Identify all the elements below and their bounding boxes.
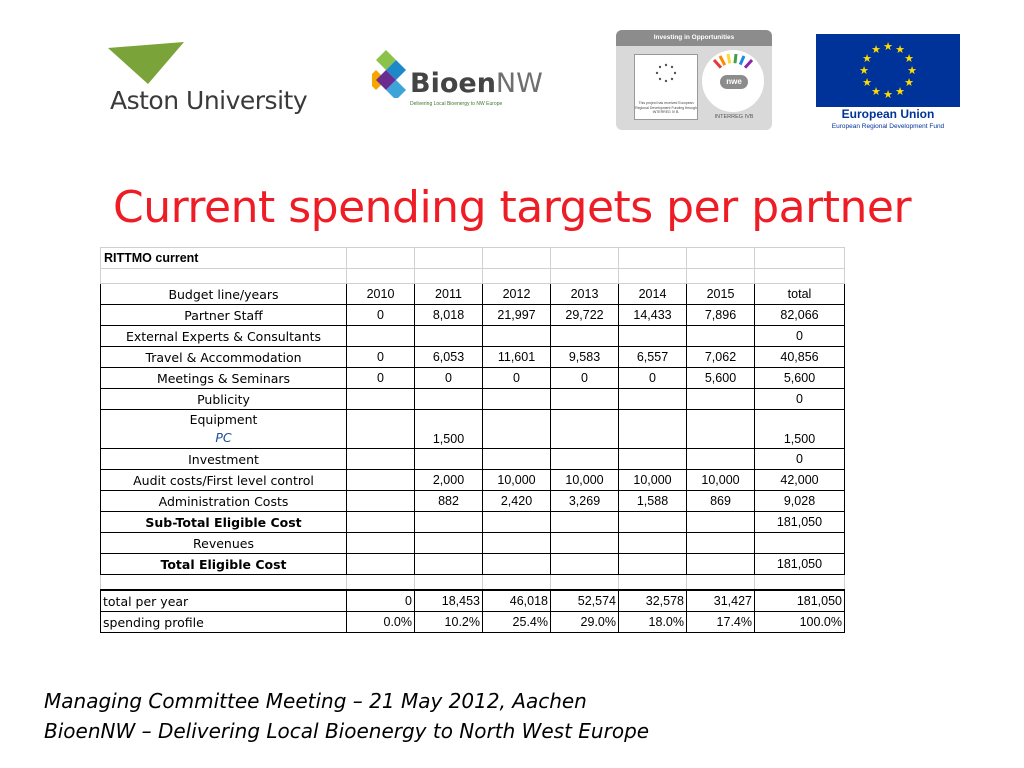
table-cell [551, 554, 619, 575]
table-cell [415, 326, 483, 347]
row-label-text: Revenues [193, 535, 254, 551]
bioen-logo-name: BioenNW [410, 68, 543, 99]
table-caption: RITTMO current [101, 248, 347, 269]
bioennw-logo [372, 48, 542, 112]
summary-cell: 25.4% [483, 612, 551, 633]
table-header-cell: 2010 [347, 284, 415, 305]
empty-cell [619, 248, 687, 269]
table-cell [347, 470, 415, 491]
table-cell: 2,000 [415, 470, 483, 491]
empty-cell [347, 575, 415, 591]
empty-cell [755, 269, 845, 284]
row-label [101, 368, 347, 389]
slide-footer [44, 686, 649, 746]
svg-text:★: ★ [895, 43, 905, 56]
eu-stars-icon [635, 55, 697, 99]
summary-cell: 18,453 [415, 590, 483, 612]
svg-text:★: ★ [907, 64, 917, 77]
row-label [101, 389, 347, 410]
table-cell [619, 449, 687, 470]
empty-cell [687, 269, 755, 284]
row-label [101, 347, 347, 368]
table-row [101, 410, 845, 449]
summary-cell: 18.0% [619, 612, 687, 633]
table-cell: 7,062 [687, 347, 755, 368]
table-cell: 9,583 [551, 347, 619, 368]
svg-text:★: ★ [859, 64, 869, 77]
summary-cell: 100.0% [755, 612, 845, 633]
summary-cell: 46,018 [483, 590, 551, 612]
table-cell [687, 449, 755, 470]
table-cell [483, 449, 551, 470]
table-cell [415, 449, 483, 470]
european-union-logo [816, 34, 960, 134]
table-cell: 1,588 [619, 491, 687, 512]
table-cell: 0 [415, 368, 483, 389]
row-sublabel: PC [215, 430, 232, 445]
table-cell [551, 512, 619, 533]
slide-title: Current spending targets per partner [112, 182, 912, 233]
table-cell [755, 533, 845, 554]
summary-cell: 0 [347, 590, 415, 612]
row-label-text: Publicity [197, 391, 250, 407]
bioen-diamonds-icon [372, 48, 412, 98]
summary-cell: 32,578 [619, 590, 687, 612]
svg-text:★: ★ [871, 85, 881, 98]
table-row [101, 533, 845, 554]
table-row [101, 326, 845, 347]
table-cell: 0 [755, 449, 845, 470]
empty-cell [755, 248, 845, 269]
interreg-header: Investing in Opportunities [616, 30, 772, 46]
summary-label: total per year [101, 590, 347, 612]
row-label-text: Total Eligible Cost [160, 556, 287, 572]
table-cell: 14,433 [619, 305, 687, 326]
table-row [101, 368, 845, 389]
table-header-cell: 2012 [483, 284, 551, 305]
table-cell [687, 326, 755, 347]
table-cell: 7,896 [687, 305, 755, 326]
footer-line-2: BioenNW – Delivering Local Bioenergy to North West Europe [44, 719, 650, 743]
table-cell: 0 [619, 368, 687, 389]
eu-subtitle: European Regional Development Fund [831, 123, 945, 130]
table-cell: 1,500 [755, 410, 845, 449]
eu-star-circle-icon [816, 34, 960, 107]
table-cell [347, 410, 415, 449]
table-row [101, 554, 845, 575]
row-label-text: Administration Costs [158, 493, 289, 509]
table-cell: 2,420 [483, 491, 551, 512]
empty-cell [347, 248, 415, 269]
table-cell: 9,028 [755, 491, 845, 512]
table-cell [619, 533, 687, 554]
table-cell [551, 389, 619, 410]
interreg-logo [616, 30, 772, 130]
row-label-text: Investment [188, 451, 259, 467]
summary-cell: 10.2% [415, 612, 483, 633]
row-label [101, 410, 347, 449]
table-cell: 10,000 [551, 470, 619, 491]
table-cell [619, 410, 687, 449]
summary-cell: 181,050 [755, 590, 845, 612]
table-cell [551, 410, 619, 449]
empty-cell [347, 269, 415, 284]
empty-cell [483, 248, 551, 269]
table-cell [483, 326, 551, 347]
table-cell [347, 554, 415, 575]
table-cell [619, 512, 687, 533]
table-cell: 10,000 [483, 470, 551, 491]
empty-cell [551, 575, 619, 591]
svg-text:★: ★ [895, 85, 905, 98]
interreg-flag-text: This project has received European Regional Development Funding through INTERREG IV B. [635, 101, 697, 114]
table-cell [687, 512, 755, 533]
eu-name: European Union [841, 107, 935, 121]
table-cell [687, 533, 755, 554]
row-label-text: Equipment [189, 412, 258, 427]
row-label [101, 554, 347, 575]
summary-cell: 31,427 [687, 590, 755, 612]
table-cell: 10,000 [619, 470, 687, 491]
table-cell [483, 533, 551, 554]
table-cell: 6,557 [619, 347, 687, 368]
table-cell [347, 449, 415, 470]
table-cell [619, 326, 687, 347]
svg-text:★: ★ [904, 76, 914, 89]
row-label [101, 305, 347, 326]
empty-cell [101, 575, 347, 591]
interreg-ivb-text: INTERREG IVB [714, 114, 754, 120]
table-cell: 0 [347, 347, 415, 368]
empty-cell [415, 575, 483, 591]
table-spacer-row [101, 575, 845, 591]
table-cell [347, 491, 415, 512]
table-header-cell: Budget line/years [101, 284, 347, 305]
row-label-text: Audit costs/First level control [133, 472, 314, 488]
empty-cell [687, 248, 755, 269]
table-cell: 11,601 [483, 347, 551, 368]
svg-text:★: ★ [883, 88, 893, 101]
table-cell [619, 389, 687, 410]
empty-cell [415, 269, 483, 284]
empty-cell [619, 575, 687, 591]
svg-text:★: ★ [862, 52, 872, 65]
table-row [101, 512, 845, 533]
table-cell: 82,066 [755, 305, 845, 326]
svg-text:★: ★ [883, 40, 893, 53]
table-cell: 6,053 [415, 347, 483, 368]
table-cell: 882 [415, 491, 483, 512]
table-row [101, 449, 845, 470]
table-cell [687, 554, 755, 575]
table-cell: 8,018 [415, 305, 483, 326]
table-cell: 29,722 [551, 305, 619, 326]
summary-cell: 29.0% [551, 612, 619, 633]
table-caption-row [101, 248, 845, 269]
row-label [101, 533, 347, 554]
table-cell: 0 [347, 305, 415, 326]
table-cell: 0 [755, 326, 845, 347]
row-label-text: Travel & Accommodation [145, 349, 302, 365]
svg-text:★: ★ [862, 76, 872, 89]
empty-cell [415, 248, 483, 269]
table-header-cell: 2013 [551, 284, 619, 305]
svg-text:★: ★ [904, 52, 914, 65]
empty-cell [101, 269, 347, 284]
row-label [101, 512, 347, 533]
table-row [101, 347, 845, 368]
table-cell [483, 554, 551, 575]
table-cell [551, 449, 619, 470]
table-cell [551, 533, 619, 554]
table-header-cell: 2011 [415, 284, 483, 305]
aston-triangle-icon [108, 40, 188, 88]
table-cell: 869 [687, 491, 755, 512]
row-label-text: Partner Staff [184, 307, 263, 323]
table-row [101, 305, 845, 326]
empty-cell [551, 269, 619, 284]
table-cell: 0 [483, 368, 551, 389]
table-row [101, 389, 845, 410]
row-label [101, 491, 347, 512]
table-cell [619, 554, 687, 575]
table-cell: 42,000 [755, 470, 845, 491]
empty-cell [755, 575, 845, 591]
table-row [101, 470, 845, 491]
row-label [101, 326, 347, 347]
row-label [101, 470, 347, 491]
summary-cell: 17.4% [687, 612, 755, 633]
row-label [101, 449, 347, 470]
aston-logo-text: Aston University [110, 86, 308, 115]
table-cell: 5,600 [755, 368, 845, 389]
aston-university-logo [108, 40, 308, 120]
table-cell: 5,600 [687, 368, 755, 389]
empty-cell [483, 575, 551, 591]
eu-flag [816, 34, 960, 107]
empty-cell [619, 269, 687, 284]
table-spacer-row [101, 269, 845, 284]
table-cell [415, 533, 483, 554]
footer-line-1: Managing Committee Meeting – 21 May 2012, Aachen [44, 689, 587, 713]
table-cell: 1,500 [415, 410, 483, 449]
row-label-text: External Experts & Consultants [125, 328, 322, 344]
empty-cell [483, 269, 551, 284]
summary-row [101, 590, 845, 612]
empty-cell [687, 575, 755, 591]
row-label-text: Sub-Total Eligible Cost [145, 514, 302, 530]
nwe-badge: nwe [720, 75, 748, 89]
budget-table [100, 247, 845, 633]
table-cell [347, 326, 415, 347]
summary-row [101, 612, 845, 633]
table-header-cell: total [755, 284, 845, 305]
table-cell [415, 512, 483, 533]
table-cell [483, 410, 551, 449]
table-cell: 21,997 [483, 305, 551, 326]
table-header-cell: 2014 [619, 284, 687, 305]
table-cell [415, 389, 483, 410]
summary-cell: 0.0% [347, 612, 415, 633]
table-cell: 10,000 [687, 470, 755, 491]
table-header-row [101, 284, 845, 305]
table-cell [347, 512, 415, 533]
table-cell [687, 389, 755, 410]
bioen-logo-tagline: Delivering Local Bioenergy to NW Europe [410, 101, 503, 107]
table-cell: 0 [755, 389, 845, 410]
table-cell: 0 [347, 368, 415, 389]
table-cell [483, 389, 551, 410]
table-cell [347, 533, 415, 554]
table-cell: 3,269 [551, 491, 619, 512]
table-cell: 0 [551, 368, 619, 389]
table-cell [415, 554, 483, 575]
table-cell: 181,050 [755, 554, 845, 575]
table-header-cell: 2015 [687, 284, 755, 305]
summary-label: spending profile [101, 612, 347, 633]
table-cell [687, 410, 755, 449]
empty-cell [551, 248, 619, 269]
table-cell [347, 389, 415, 410]
table-cell [483, 512, 551, 533]
table-cell: 40,856 [755, 347, 845, 368]
interreg-eu-flag [634, 54, 698, 120]
row-label-text: Meetings & Seminars [156, 370, 291, 386]
table-row [101, 491, 845, 512]
table-cell [551, 326, 619, 347]
summary-cell: 52,574 [551, 590, 619, 612]
svg-text:★: ★ [871, 43, 881, 56]
table-cell: 181,050 [755, 512, 845, 533]
